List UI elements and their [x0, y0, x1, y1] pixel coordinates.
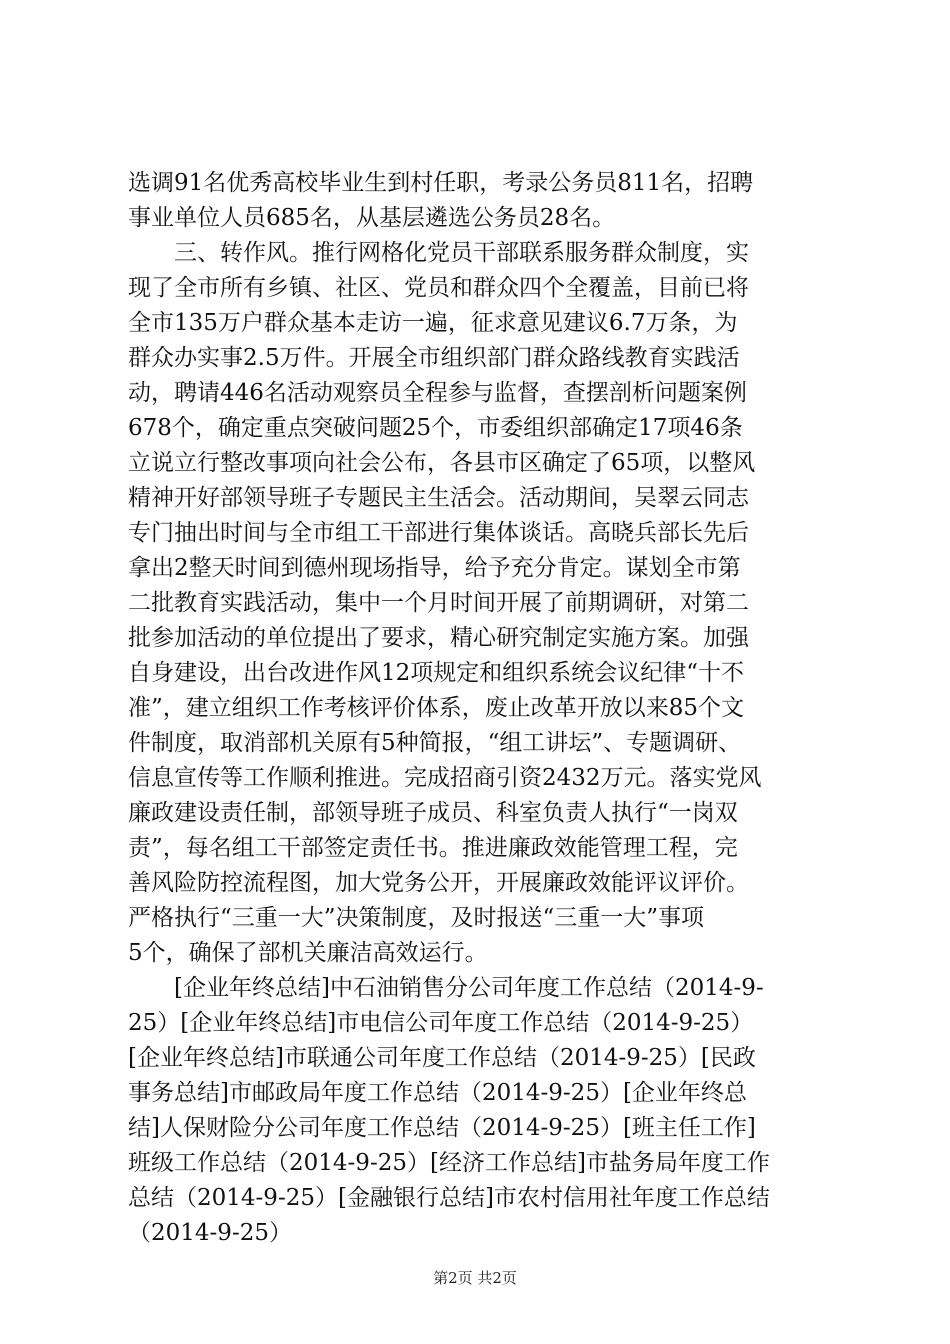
text-line: 自身建设，出台改进作风12项规定和组织系统会议纪律“十不 — [128, 660, 745, 686]
text-line: 二批教育实践活动，集中一个月时间开展了前期调研，对第二 — [128, 590, 749, 616]
text-line: 准”，建立组织工作考核评价体系，废止改革开放以来85个文 — [128, 695, 745, 721]
text-line: 批参加活动的单位提出了要求，精心研究制定实施方案。加强 — [128, 625, 749, 651]
text-line: 事务总结]市邮政局年度工作总结（2014-9-25）[企业年终总 — [128, 1080, 747, 1106]
text-line: 动，聘请446名活动观察员全程参与监督，查摆剖析问题案例 — [128, 380, 747, 406]
text-line: 678个，确定重点突破问题25个，市委组织部确定17项46条 — [128, 415, 743, 441]
text-line: 精神开好部领导班子专题民主生活会。活动期间，吴翠云同志 — [128, 485, 749, 511]
text-line: 全市135万户群众基本走访一遍，征求意见建议6.7万条，为 — [128, 310, 738, 336]
text-line: 班级工作总结（2014-9-25）[经济工作总结]市盐务局年度工作 — [128, 1150, 770, 1176]
text-line: 专门抽出时间与全市组工干部进行集体谈话。高晓兵部长先后 — [128, 520, 749, 546]
text-line: 立说立行整改事项向社会公布，各县市区确定了65项，以整风 — [128, 450, 756, 476]
text-line: [企业年终总结]市联通公司年度工作总结（2014-9-25）[民政 — [128, 1045, 756, 1071]
text-line: 拿出2整天时间到德州现场指导，给予充分肯定。谋划全市第 — [128, 555, 741, 581]
text-line: [企业年终总结]中石油销售分公司年度工作总结（2014-9- — [128, 975, 764, 1001]
text-line: 廉政建设责任制，部领导班子成员、科室负责人执行“一岗双 — [128, 800, 738, 826]
text-line: 三、转作风。推行网格化党员干部联系服务群众制度，实 — [128, 240, 749, 266]
text-line: 现了全市所有乡镇、社区、党员和群众四个全覆盖，目前已将 — [128, 275, 749, 301]
text-line: 件制度，取消部机关原有5种简报，“组工讲坛”、专题调研、 — [128, 730, 742, 756]
text-line: 信息宣传等工作顺利推进。完成招商引资2432万元。落实党风 — [128, 765, 762, 791]
text-line: 总结（2014-9-25）[金融银行总结]市农村信用社年度工作总结 — [128, 1185, 770, 1211]
text-line: 5个，确保了部机关廉洁高效运行。 — [128, 940, 488, 966]
text-line: 25）[企业年终总结]市电信公司年度工作总结（2014-9-25） — [128, 1010, 754, 1036]
text-line: 责”，每名组工干部签定责任书。推进廉政效能管理工程，完 — [128, 835, 738, 861]
text-line: 群众办实事2.5万件。开展全市组织部门群众路线教育实践活 — [128, 345, 740, 371]
text-line: 事业单位人员685名，从基层遴选公务员28名。 — [128, 205, 616, 231]
text-line: 严格执行“三重一大”决策制度，及时报送“三重一大”事项 — [128, 905, 705, 931]
text-line: 选调91名优秀高校毕业生到村任职，考录公务员811名，招聘 — [128, 170, 754, 196]
page-number: 第2页 共2页 — [433, 1269, 517, 1287]
body-text — [128, 166, 840, 1251]
text-line: 善风险防控流程图，加大党务公开，开展廉政效能评议评价。 — [128, 870, 749, 896]
text-line: 结]人保财险分公司年度工作总结（2014-9-25）[班主任工作] — [128, 1115, 756, 1141]
page-footer — [0, 1268, 950, 1288]
text-line: （2014-9-25） — [128, 1220, 292, 1246]
